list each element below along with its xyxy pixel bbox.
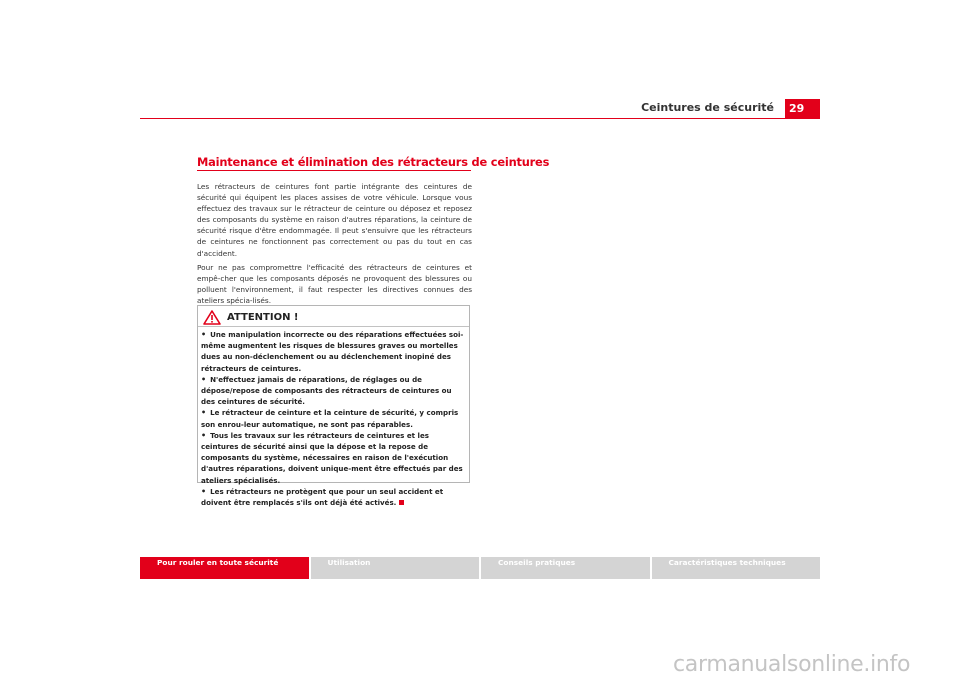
chapter-title: Ceintures de sécurité <box>641 101 774 114</box>
warning-item-text: Tous les travaux sur les rétracteurs de ceintures et les ceintures de sécurité ainsi que la dépose et la repose de composants du système, nécessaires en raison de l'exécution d'autres réparations, doivent unique-ment être effectués par des ateliers spécialisés. <box>201 430 463 485</box>
footer-tab-operation[interactable]: Utilisation <box>311 557 480 579</box>
warning-box <box>197 305 470 508</box>
footer-tab-safety[interactable]: Pour rouler en toute sécurité <box>140 557 309 579</box>
warning-item-text: Une manipulation incorrecte ou des réparations effectuées soi-même augmentent les risques de blessures graves ou mortelles dues au non-déclenchement ou au déclenchement inopiné des rétracteurs de ceintures. <box>201 330 464 373</box>
warning-item <box>201 329 468 374</box>
warning-item-text: N'effectuez jamais de réparations, de réglages ou de dépose/repose de composants des rétracteurs de ceintures ou des ceintures de sécurité. <box>201 374 452 407</box>
body-paragraph: Les rétracteurs de ceintures font partie intégrante des ceintures de sécurité qui équipent les places assises de votre véhicule. Lorsque vous effectuez des travaux sur le rétracteur de ceinture ou déposez et reposez des composants du système en raison d'autres réparations, la ceinture de sécurité risque d'être endommagée. Il peut s'ensuivre que les rétracteurs de ceintures ne fonctionnent pas correctement ou pas du tout en cas d'accident. <box>197 182 472 258</box>
section-title-rule <box>197 170 471 171</box>
bullet-icon: • <box>201 430 207 440</box>
end-of-section-icon <box>399 500 404 505</box>
warning-item <box>201 486 468 508</box>
section-body <box>197 181 472 309</box>
warning-list <box>201 329 468 508</box>
header-rule <box>140 118 820 119</box>
watermark: carmanualsonline.info <box>673 652 911 677</box>
bullet-icon: • <box>201 408 207 418</box>
footer-tab-practical-tips[interactable]: Conseils pratiques <box>481 557 650 579</box>
bullet-icon: • <box>201 330 207 339</box>
warning-triangle-icon <box>203 310 221 325</box>
body-paragraph: Pour ne pas compromettre l'efficacité des rétracteurs de ceintures et empê-cher que les composants déposés ne provoquent des blessures ou polluent l'environnement, il faut respecter les directives connues des ateliers spécia-lisés. <box>197 262 472 305</box>
section-title: Maintenance et élimination des rétracteurs de ceintures <box>197 155 550 169</box>
warning-item <box>201 374 468 408</box>
warning-item <box>201 430 468 486</box>
warning-title: ATTENTION ! <box>227 312 299 323</box>
warning-header <box>198 306 469 327</box>
warning-item-text: Le rétracteur de ceinture et la ceinture de sécurité, y compris son enrou-leur automatique, ne sont pas réparables. <box>201 408 459 429</box>
bullet-icon: • <box>201 374 207 384</box>
warning-item <box>201 407 468 429</box>
footer-tab-technical-data[interactable]: Caractéristiques techniques <box>652 557 821 579</box>
warning-item-text: Les rétracteurs ne protègent que pour un seul accident et doivent être remplacés s'ils ont déjà été activés. <box>201 486 444 508</box>
page-number: 29 <box>785 99 820 119</box>
footer-nav <box>140 557 820 579</box>
bullet-icon: • <box>201 486 207 496</box>
